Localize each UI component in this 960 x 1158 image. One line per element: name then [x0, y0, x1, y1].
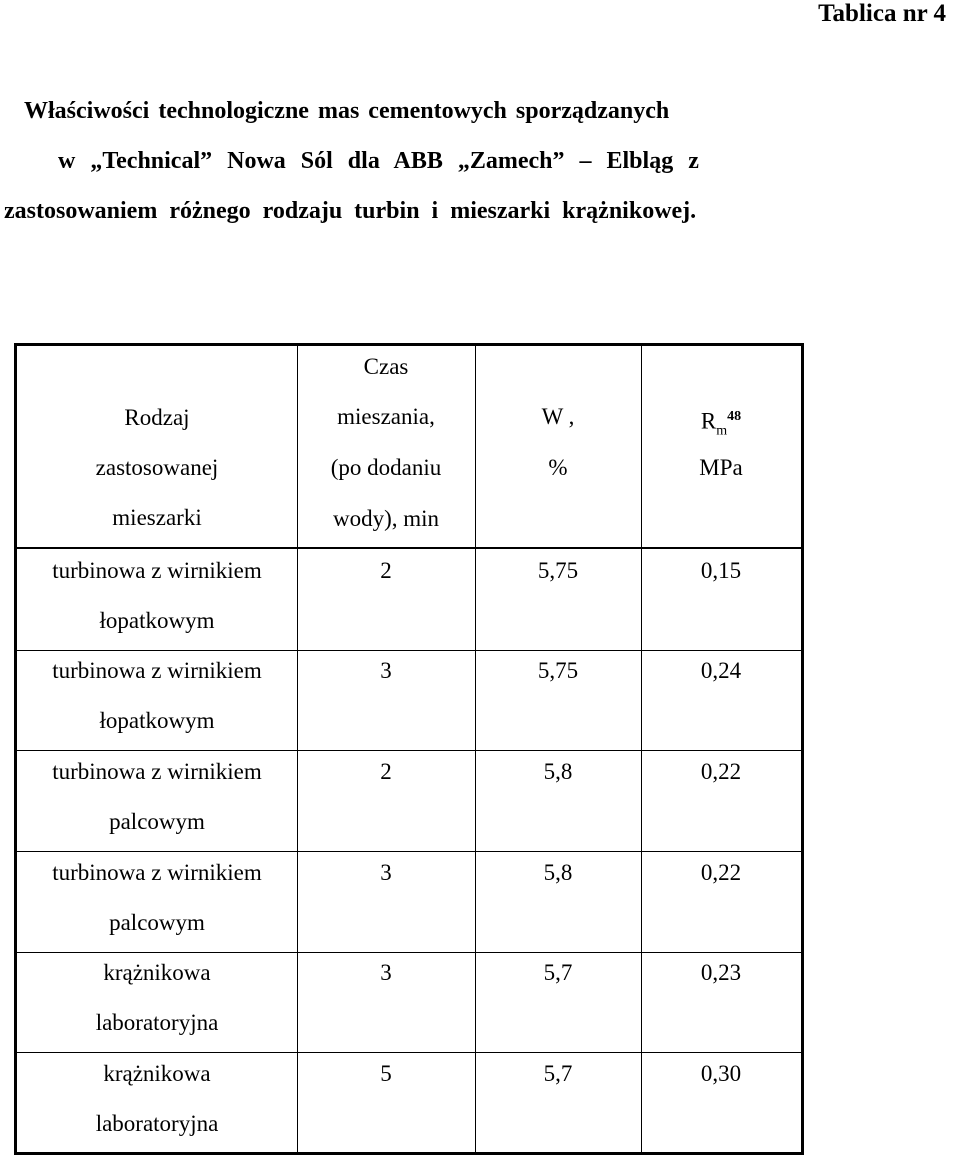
header-col-time-line-1: Czas [363, 354, 409, 379]
header-col-type-line-1: Rodzaj [124, 405, 190, 430]
row-4-type-line-1: turbinowa z wirnikiem [52, 860, 262, 885]
row-2-rm: 0,24 [700, 658, 742, 683]
row-5-w: 5,7 [543, 960, 573, 985]
header-col-w-line-2: % [548, 455, 568, 480]
row-3-type-line-1: turbinowa z wirnikiem [52, 759, 262, 784]
table-number: Tablica nr 4 [818, 0, 946, 27]
header-col-type-line-2: zastosowanej [95, 455, 219, 480]
row-6-rm: 0,30 [700, 1061, 742, 1086]
heading-line-3: zastosowaniem różnego rodzaju turbin i mieszarki krążnikowej. [4, 198, 697, 224]
row-3-type-line-2: palcowym [109, 809, 205, 834]
row-3-rm: 0,22 [700, 759, 742, 784]
properties-table [14, 343, 804, 1155]
row-5-type-line-2: laboratoryjna [95, 1010, 219, 1035]
row-1-type-line-1: turbinowa z wirnikiem [52, 558, 262, 583]
row-6-w: 5,7 [543, 1061, 573, 1086]
header-col-w-line-1: W , [541, 404, 575, 429]
row-2-time: 3 [380, 658, 392, 683]
heading-line-2: w „Technical” Nowa Sól dla ABB „Zamech” – Elbląg z [58, 148, 699, 174]
row-6-type-line-2: laboratoryjna [95, 1111, 219, 1136]
row-1-time: 2 [380, 558, 392, 583]
header-col-time-line-4: wody), min [332, 506, 440, 531]
heading-line-1: Właściwości technologiczne mas cementowych sporządzanych [24, 98, 670, 124]
row-1-type-line-2: łopatkowym [99, 608, 215, 633]
row-2-w: 5,75 [537, 658, 579, 683]
row-4-rm: 0,22 [700, 860, 742, 885]
header-col-type-line-3: mieszarki [112, 505, 202, 530]
row-5-type-line-1: krążnikowa [103, 960, 211, 985]
row-2-type-line-2: łopatkowym [99, 708, 215, 733]
header-rm-symbol: R [700, 408, 717, 434]
row-3-time: 2 [380, 759, 392, 784]
row-2-type-line-1: turbinowa z wirnikiem [52, 658, 262, 683]
row-1-w: 5,75 [537, 558, 579, 583]
row-4-type-line-2: palcowym [109, 910, 205, 935]
row-4-time: 3 [380, 860, 392, 885]
header-rm-subscript: m [716, 423, 728, 439]
row-3-w: 5,8 [543, 759, 573, 784]
header-col-time-line-2: mieszania, [337, 404, 435, 429]
row-4-w: 5,8 [543, 860, 573, 885]
row-1-rm: 0,15 [700, 558, 742, 583]
header-rm-superscript: 48 [727, 409, 742, 424]
header-col-rm-unit: MPa [699, 455, 743, 480]
row-6-type-line-1: krążnikowa [103, 1061, 211, 1086]
row-6-time: 5 [380, 1061, 392, 1086]
row-5-time: 3 [380, 960, 392, 985]
row-5-rm: 0,23 [700, 960, 742, 985]
header-col-time-line-3: (po dodaniu [330, 455, 442, 480]
